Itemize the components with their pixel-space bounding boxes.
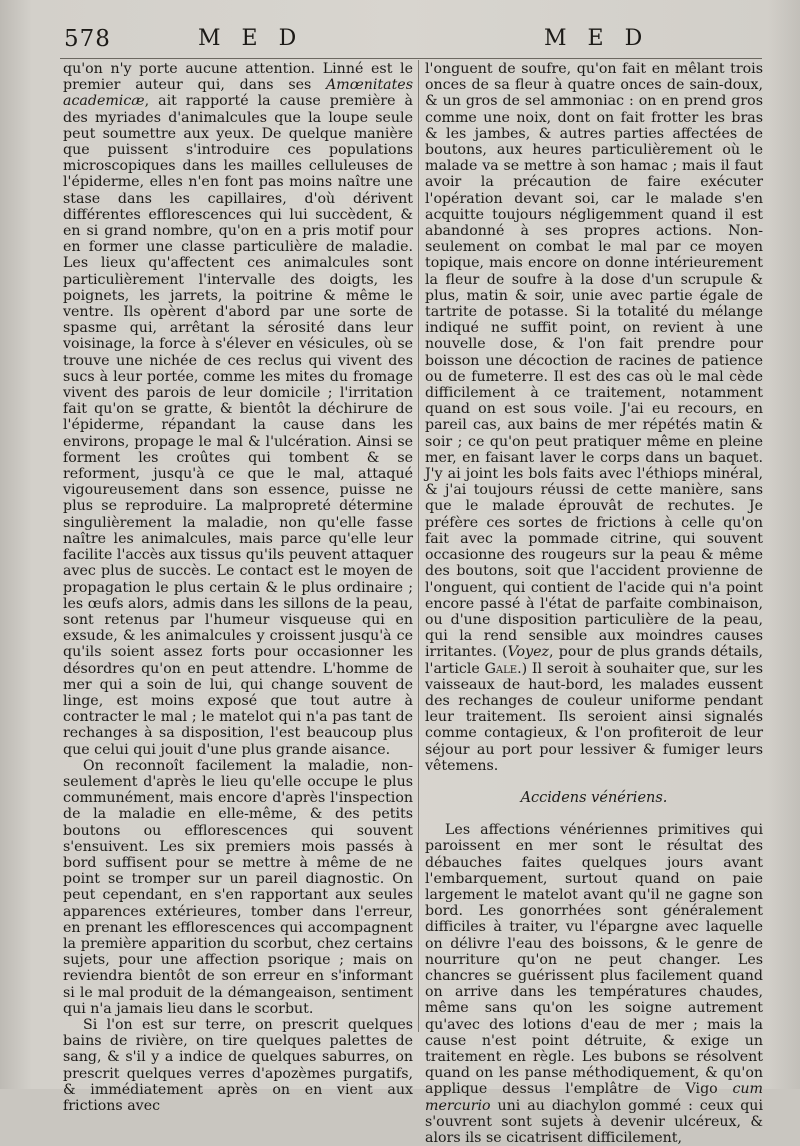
- italic-reference: Voyez: [507, 644, 549, 661]
- paragraph: qu'on n'y porte aucune attention. Linné est le premier auteur qui, dans ses Amœnitates academicæ, ait rapporté la cause première à des myriades d'animalcules que la loupe seule peut soumettre aux yeux. De quelque manière que puissent s'introduire ces populations microscopiques dans les mailles celluleuses de l'épiderme, elles n'en font pas moins naître une stase dans les capillaires, d'où dérivent différentes efflorescences qui lui succèdent, & en si grand nombre, qu'on en a pris motif pour en former une classe particulière de maladie. Les lieux qu'affectent ces animalcules sont particulièrement l'intervalle des doigts, les poignets, les jarrets, la poitrine & même le ventre. Ils opèrent d'abord par une sorte de spasme qui, arrêtant la sérosité dans leur voisinage, la force à s'élever en vésicules, où se trouve une nichée de ces reclus qui vivent des sucs à leur portée, comme les mites du fromage vivent des parois de leur domicile ; l'irritation fait qu'on se gratte, & bientôt la déchirure de l'épiderme, répandant la cause dans les environs, propage le mal & l'ulcération. Ainsi se forment les croûtes qui tombent & se reforment, jusqu'à ce que le mal, attaqué vigoureusement dans son essence, puisse ne plus se reproduire. La malpropreté détermine singulièrement la maladie, non qu'elle fasse naître les animalcules, mais parce qu'elle leur facilite l'accès aux tissus qu'ils peuvent attaquer avec plus de succès. Le contact est le moyen de propagation le plus certain & le plus ordinaire ; les œufs alors, admis dans les sillons de la peau, sont retenus par l'humeur visqueuse qui en exsude, & les animalcules y croissent jusqu'à ce qu'ils soient assez forts pour occasionner les désordres qu'on en peut attendre. L'homme de mer qui a soin de lui, qui change souvent de linge, est moins exposé que tout autre à contracter le mal ; le matelot qui n'a pas tant de rechanges à sa disposition, l'est beaucoup plus que celui qui jouit d'une plus grande aisance.: [63, 61, 413, 758]
- header-rule: [60, 58, 762, 59]
- page-header: [58, 26, 762, 56]
- paragraph: l'onguent de soufre, qu'on fait en mêlant trois onces de sa fleur à quatre onces de sain-doux, & un gros de sel ammoniac : on en prend gros comme une noix, dont on fait frotter les bras & les jambes, & autres parties affectées de boutons, aux heures particulièrement où le malade va se mettre à son hamac ; mais il faut avoir la précaution de faire exécuter l'opération devant soi, car le malade s'en acquitte toujours négligemment quand il est abandonné à ses propres actions. Non-seulement on combat le mal par ce moyen topique, mais encore on donne intérieurement la fleur de soufre à la dose d'un scrupule & plus, matin & soir, unie avec partie égale de tartrite de potasse. Si la totalité du mélange indiqué ne suffit point, on revient à une nouvelle dose, & l'on fait prendre pour boisson une décoction de racines de patience ou de fumeterre. Il est des cas où le mal cède difficilement à ce traitement, notamment quand on est sous voile. J'ai eu recours, en pareil cas, aux bains de mer répétés matin & soir ; ce qu'on peut pratiquer même en pleine mer, en faisant laver le corps dans un baquet. J'y ai joint les bols faits avec l'éthiops minéral, & j'ai toujours réussi de cette manière, sans que le malade éprouvât de rechutes. Je préfère ces sortes de frictions à celle qu'on fait avec la pommade citrine, qui souvent occasionne des rougeurs sur la peau & même des boutons, soit que l'accident provienne de l'onguent, qui contient de l'acide qui n'a point encore passé à l'état de parfaite combinaison, ou d'une disposition particulière de la peau, qui la rend sensible aux moindres causes irritantes. (Voyez, pour de plus grands détails, l'article Gale.) Il seroit à souhaiter que, sur les vaisseaux de haut-bord, les malades eussent des rechanges de couleur uniforme pendant leur traitement. Ils seroient ainsi signalés comme contagieux, & l'on profiteroit de leur séjour au port pour lessiver & fumiger leurs vêtemens.: [425, 61, 764, 774]
- running-head-right: M E D: [544, 26, 650, 51]
- paragraph: On reconnoît facilement la maladie, non-seulement d'après le lieu qu'elle occupe le plus communément, mais encore d'après l'inspection de la maladie en elle-même, & des petits boutons ou efflorescences qui souvent s'ensuivent. Les six premiers mois passés à bord suffisent pour se mettre à même de ne point se tromper sur un pareil diagnostic. On peut cependant, en s'en rapportant aux seules apparences extérieures, tomber dans l'erreur, en prenant les efflorescences qui accompagnent la première apparition du scorbut, chez certains sujets, pour une affection psorique ; mais on reviendra bientôt de son erreur en s'informant si le mal produit de la démangeaison, sentiment qui n'a jamais lieu dans le scorbut.: [63, 757, 413, 1017]
- column-divider: [418, 60, 419, 1032]
- running-head-left: M E D: [198, 26, 304, 51]
- section-title: Accidens vénériens.: [520, 789, 668, 806]
- book-title-italic: Amœnitates academicæ: [63, 77, 413, 110]
- page-number: 578: [64, 26, 111, 52]
- right-column: [425, 61, 763, 1146]
- left-column: [63, 61, 413, 1114]
- latin-term-italic: cum mercurio: [425, 1081, 763, 1114]
- paragraph: Les affections vénériennes primitives qui paroissent en mer sont le résultat des débauches faites quelques jours avant l'embarquement, surtout quand on paie largement le matelot avant qu'il ne gagne son bord. Les gonorrhées sont généralement difficiles à traiter, vu l'épargne avec laquelle on délivre l'eau des boissons, & le genre de nourriture qu'on ne peut changer. Les chancres se guérissent plus facilement quand on arrive dans les températures chaudes, même sans qu'on les soigne autrement qu'avec des lotions d'eau de mer ; mais la cause n'est point détruite, & exige un traitement en règle. Les bubons se résolvent quand on les panse méthodiquement, & qu'on applique dessus l'emplâtre de Vigo cum mercurio uni au diachylon gommé : ceux qui s'ouvrent sont sujets à devenir ulcéreux, & alors ils se cicatrisent difficilement,: [425, 822, 763, 1146]
- article-reference: Gale: [484, 660, 518, 677]
- paragraph: Si l'on est sur terre, on prescrit quelques bains de rivière, on tire quelques palettes de sang, & s'il y a indice de quelques saburres, on prescrit quelques verres d'apozèmes purgatifs, & immédiatement après on en vient aux frictions avec: [63, 1016, 413, 1114]
